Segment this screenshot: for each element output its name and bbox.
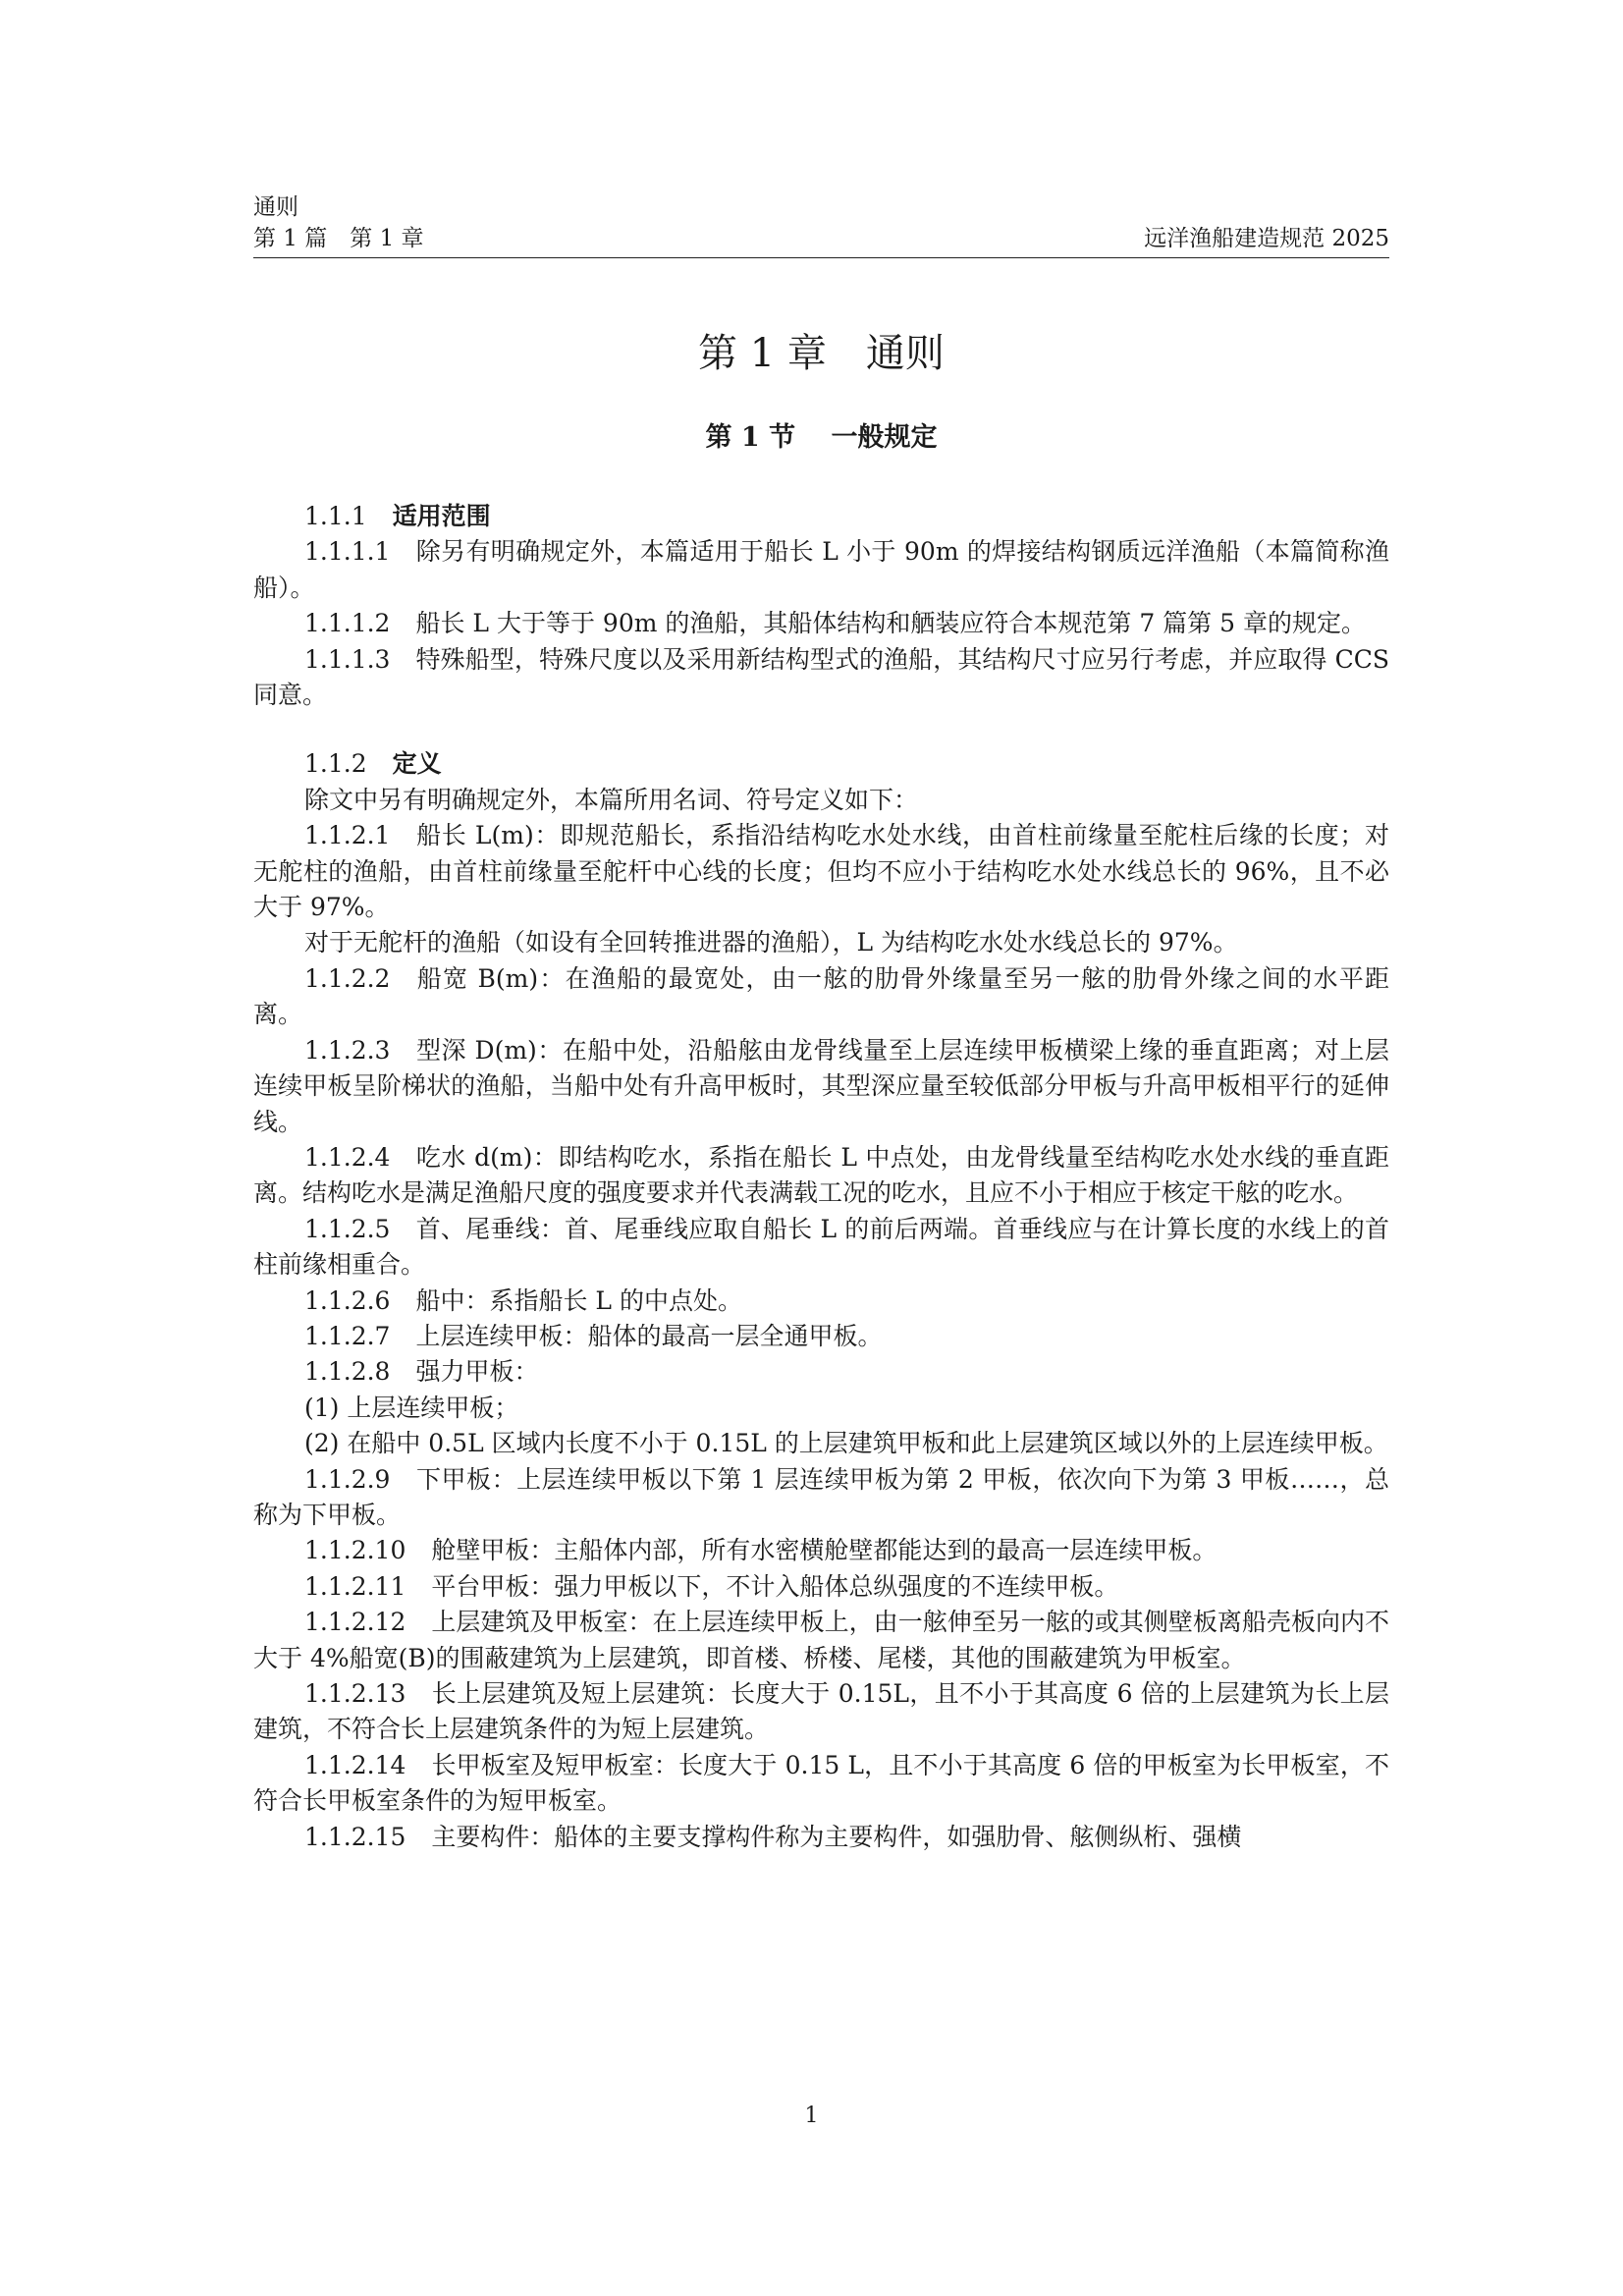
clause-paragraph: [253, 1284, 1389, 1319]
clause-number: 1.1.2.10: [304, 1536, 406, 1565]
clause-paragraph: [253, 1820, 1389, 1855]
clause-paragraph: [253, 1462, 1389, 1534]
clause-number: 1.1.2.8: [304, 1357, 391, 1387]
header-rule: [253, 257, 1389, 258]
clause-text: 船宽 B(m)：在渔船的最宽处，由一舷的肋骨外缘量至另一舷的肋骨外缘之间的水平距离。: [253, 963, 1389, 1029]
clause-number: 1.1.1.3: [304, 644, 391, 674]
clause-number: 1.1.2.4: [304, 1142, 391, 1172]
running-header-book-title: 远洋渔船建造规范 2025: [1144, 226, 1389, 251]
running-header-chapter: 通则: [253, 194, 298, 220]
clause-paragraph: [253, 1140, 1389, 1212]
clause-number: 1.1.2.1: [304, 821, 391, 850]
clause-number: 1.1.2.11: [304, 1571, 406, 1601]
clause-paragraph: [253, 1354, 1389, 1390]
document-body: [253, 499, 1389, 1855]
clause-number: 1.1.2.2: [304, 963, 391, 993]
clause-text: 上层连续甲板：船体的最高一层全通甲板。: [415, 1321, 883, 1350]
clause-paragraph: [253, 1212, 1389, 1284]
clause-paragraph: [253, 1533, 1389, 1568]
clause-paragraph: [253, 783, 1389, 818]
clause-number: 1.1.1.1: [304, 537, 391, 567]
running-header-part-chapter: 第 1 篇 第 1 章: [253, 226, 424, 251]
clause-number: 1.1.1: [304, 502, 367, 530]
clause-text: 定义: [392, 749, 442, 779]
clause-text: 船长 L 大于等于 90m 的渔船，其船体结构和舾装应符合本规范第 7 篇第 5 章的规定。: [415, 609, 1366, 638]
paragraph-gap: [253, 713, 1389, 746]
clause-text: 除另有明确规定外，本篇适用于船长 L 小于 90m 的焊接结构钢质远洋渔船（本篇简称渔船）。: [253, 537, 1389, 602]
clause-text: 首、尾垂线：首、尾垂线应取自船长 L 的前后两端。首垂线应与在计算长度的水线上的首柱前缘相重合。: [253, 1214, 1389, 1280]
page-number: 1: [804, 2104, 819, 2128]
clause-text: 上层建筑及甲板室：在上层连续甲板上，由一舷伸至另一舷的或其侧壁板离船壳板向内不大于 4%船宽(B)的围蔽建筑为上层建筑，即首楼、桥楼、尾楼，其他的围蔽建筑为甲板室。: [253, 1608, 1389, 1672]
clause-number: 1.1.2.13: [304, 1679, 406, 1708]
section-title: 第 1 节 一般规定: [705, 422, 938, 453]
clause-text: 主要构件：船体的主要支撑构件称为主要构件，如强肋骨、舷侧纵桁、强横: [431, 1822, 1242, 1851]
clause-text: 吃水 d(m)：即结构吃水，系指在船长 L 中点处，由龙骨线量至结构吃水处水线的垂直距离。结构吃水是满足渔船尺度的强度要求并代表满载工况的吃水，且应不小于相应于核定干舷的吃水。: [253, 1142, 1389, 1208]
clause-text: 特殊船型，特殊尺度以及采用新结构型式的渔船，其结构尺寸应另行考虑，并应取得 CCS 同意。: [253, 644, 1389, 710]
clause-paragraph: [253, 925, 1389, 960]
clause-paragraph: [253, 534, 1389, 606]
clause-text: 型深 D(m)：在船中处，沿船舷由龙骨线量至上层连续甲板横梁上缘的垂直距离；对上层连续甲板呈阶梯状的渔船，当船中处有升高甲板时，其型深应量至较低部分甲板与升高甲板相平行的延伸线。: [253, 1035, 1389, 1136]
clause-paragraph: [253, 642, 1389, 714]
clause-number: 1.1.2.7: [304, 1321, 391, 1350]
clause-number: 1.1.2: [304, 749, 367, 779]
clause-paragraph: [253, 1605, 1389, 1676]
clause-text: 船中：系指船长 L 的中点处。: [415, 1285, 742, 1315]
clause-paragraph: [253, 818, 1389, 925]
clause-number: 1.1.2.12: [304, 1608, 406, 1637]
clause-text: 平台甲板：强力甲板以下，不计入船体总纵强度的不连续甲板。: [431, 1571, 1119, 1601]
clause-text: 强力甲板：: [415, 1357, 539, 1387]
clause-paragraph: [253, 1391, 1389, 1426]
clause-text: 下甲板：上层连续甲板以下第 1 层连续甲板为第 2 甲板，依次向下为第 3 甲板……，总称为下甲板。: [253, 1464, 1389, 1529]
clause-text: 除文中另有明确规定外，本篇所用名词、符号定义如下：: [304, 785, 919, 814]
clause-text: 适用范围: [392, 502, 491, 530]
clause-paragraph: [253, 1748, 1389, 1820]
clause-heading: [253, 499, 1389, 534]
clause-paragraph: [253, 1569, 1389, 1605]
running-header: [253, 224, 1389, 253]
clause-text: 船长 L(m)：即规范船长，系指沿结构吃水处水线，由首柱前缘量至舵柱后缘的长度；对无舵柱的渔船，由首柱前缘量至舵杆中心线的长度；但均不应小于结构吃水处水线总长的 96%，且不必大于 97%。: [253, 821, 1389, 922]
clause-number: 1.1.2.5: [304, 1214, 391, 1243]
clause-text: 对于无舵杆的渔船（如设有全回转推进器的渔船），L 为结构吃水处水线总长的 97%。: [304, 928, 1238, 957]
clause-number: 1.1.2.6: [304, 1285, 391, 1315]
clause-text: (2) 在船中 0.5L 区域内长度不小于 0.15L 的上层建筑甲板和此上层建筑区域以外的上层连续甲板。: [304, 1429, 1388, 1458]
clause-paragraph: [253, 1033, 1389, 1140]
clause-heading: [253, 746, 1389, 782]
clause-number: 1.1.2.14: [304, 1750, 406, 1779]
clause-number: 1.1.2.15: [304, 1822, 406, 1851]
clause-text: 舱壁甲板：主船体内部，所有水密横舱壁都能达到的最高一层连续甲板。: [431, 1536, 1217, 1565]
clause-text: 长甲板室及短甲板室：长度大于 0.15 L，且不小于其高度 6 倍的甲板室为长甲板室，不符合长甲板室条件的为短甲板室。: [253, 1750, 1389, 1816]
clause-text: (1) 上层连续甲板；: [304, 1393, 519, 1422]
chapter-title: 第 1 章 通则: [698, 331, 945, 376]
clause-paragraph: [253, 1319, 1389, 1354]
clause-paragraph: [253, 606, 1389, 641]
clause-paragraph: [253, 1676, 1389, 1748]
clause-number: 1.1.2.3: [304, 1035, 391, 1065]
clause-paragraph: [253, 961, 1389, 1033]
clause-number: 1.1.2.9: [304, 1464, 391, 1494]
clause-number: 1.1.1.2: [304, 609, 391, 638]
clause-paragraph: [253, 1426, 1389, 1461]
clause-text: 长上层建筑及短上层建筑：长度大于 0.15L，且不小于其高度 6 倍的上层建筑为长上层建筑，不符合长上层建筑条件的为短上层建筑。: [253, 1679, 1389, 1744]
